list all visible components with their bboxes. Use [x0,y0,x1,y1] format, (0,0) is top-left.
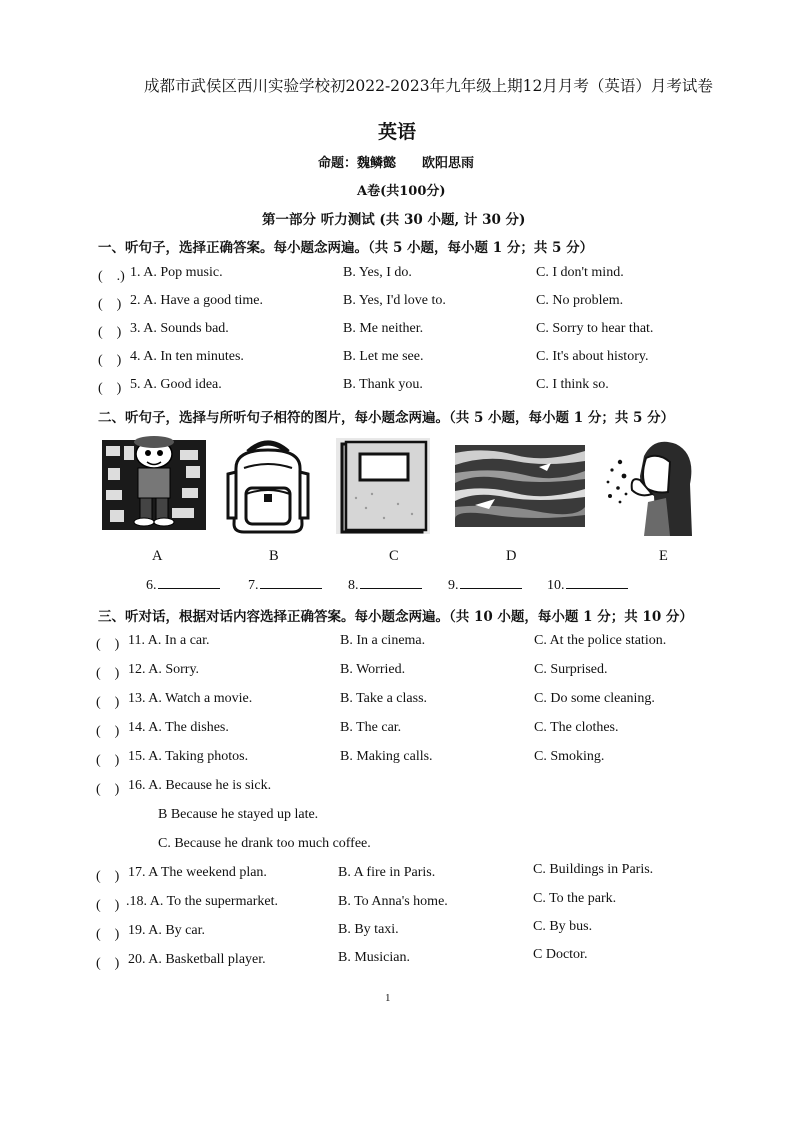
answer-paren[interactable]: ( ) [98,353,122,368]
option-c: C. I don't mind. [536,265,624,280]
answer-paren[interactable]: ( ) [98,325,122,340]
paper-label: A卷(共100分) [357,184,446,199]
cartoon-boy-picture [102,432,206,532]
polluted-river-picture [455,445,585,527]
option-b: B. Take a class. [340,691,428,706]
picture-label-e: E [659,548,668,564]
option-a: 15. A. Taking photos. [128,749,249,764]
option-c: C. The clothes. [534,720,619,735]
option-c: C. Do some cleaning. [534,691,655,706]
answer-paren[interactable]: ( ) [96,637,120,652]
option-b: B. Yes, I'd love to. [343,293,446,308]
option-c: C. Smoking. [534,749,605,764]
option-b: B Because he stayed up late. [158,807,319,822]
option-c: C. To the park. [533,891,617,906]
answer-paren[interactable]: ( .) [98,269,125,284]
picture-label-b: B [269,548,279,564]
section2-heading: 二、听句子，选择与所听句子相符的图片，每小题念两遍。（共 5 小题，每小题 1 分；共 5 分） [98,410,675,426]
option-b: B. Yes, I do. [343,265,412,280]
option-a: 13. A. Watch a movie. [128,691,253,706]
option-b: B. Worried. [340,662,406,677]
answer-blank[interactable] [547,578,628,594]
section3-heading: 三、听对话，根据对话内容选择正确答案。每小题念两遍。（共 10 小题，每小题 1 分；共 10 分） [98,609,693,625]
option-b: B. Me neither. [343,321,424,336]
option-a: 2. A. Have a good time. [130,293,263,308]
option-b: B. Making calls. [340,749,433,764]
picture-label-a: A [152,548,163,564]
answer-paren[interactable]: ( ) [96,753,120,768]
answer-paren[interactable]: ( ) [96,724,120,739]
picture-label-d: D [506,548,517,564]
blank-number: 6. [146,578,157,593]
answer-paren[interactable]: ( ) [96,782,120,797]
option-a: 16. A. Because he is sick. [128,778,272,793]
document-header: 成都市武侯区西川实验学校初2022-2023年九年级上期12月月考（英语）月考试卷 [144,77,713,95]
option-a: 14. A. The dishes. [128,720,229,735]
blank-number: 10. [547,578,565,593]
answer-paren[interactable]: ( ) [96,666,120,681]
option-a: 1. A. Pop music. [130,265,223,280]
option-c: C. I think so. [536,377,609,392]
part-heading: 第一部分 听力测试 (共 30 小题, 计 30 分) [262,212,526,228]
option-a: 19. A. By car. [128,923,205,938]
answer-paren[interactable]: ( ) [96,869,120,884]
option-c: C. By bus. [533,919,593,934]
answer-paren[interactable]: ( ) [96,956,120,971]
subject-title: 英语 [378,121,417,143]
answer-blank[interactable] [448,578,522,594]
authors-line: 命题：魏鳞懿 欧阳思雨 [318,156,475,171]
answer-paren[interactable]: ( ) [96,695,120,710]
option-c: C. Sorry to hear that. [536,321,654,336]
option-c: C. Because he drank too much coffee. [158,836,371,851]
option-a: .18. A. To the supermarket. [126,894,278,909]
option-a: 5. A. Good idea. [130,377,222,392]
blank-number: 8. [348,578,359,593]
option-b: B. A fire in Paris. [338,865,436,880]
option-b: B. Thank you. [343,377,423,392]
notebook-picture [336,438,430,534]
backpack-picture [222,438,314,534]
sneezing-girl-picture [600,436,696,536]
option-b: B. The car. [340,720,402,735]
option-c: C. No problem. [536,293,624,308]
answer-paren[interactable]: ( ) [98,381,122,396]
answer-blank[interactable] [348,578,422,594]
blank-number: 7. [248,578,259,593]
option-b: B. Musician. [338,950,410,965]
option-a: 11. A. In a car. [128,633,210,648]
answer-paren[interactable]: ( ) [96,927,120,942]
option-c: C. At the police station. [534,633,667,648]
answer-blank[interactable] [248,578,322,594]
answer-paren[interactable]: ( ) [98,297,122,312]
option-a: 17. A The weekend plan. [128,865,267,880]
option-c: C. Surprised. [534,662,608,677]
option-b: B. To Anna's home. [338,894,448,909]
blank-number: 9. [448,578,459,593]
page-number: 1 [385,992,391,1004]
option-a: 20. A. Basketball player. [128,952,266,967]
option-b: B. In a cinema. [340,633,426,648]
option-c: C. Buildings in Paris. [533,862,654,877]
answer-paren[interactable]: ( ) [96,898,120,913]
option-c: C. It's about history. [536,349,649,364]
picture-label-c: C [389,548,399,564]
option-a: 4. A. In ten minutes. [130,349,244,364]
option-b: B. Let me see. [343,349,424,364]
section1-heading: 一、听句子，选择正确答案。每小题念两遍。（共 5 小题，每小题 1 分；共 5 分） [98,240,594,256]
option-a: 12. A. Sorry. [128,662,200,677]
answer-blank[interactable] [146,578,220,594]
option-c: C Doctor. [533,947,588,962]
option-b: B. By taxi. [338,922,399,937]
option-a: 3. A. Sounds bad. [130,321,229,336]
